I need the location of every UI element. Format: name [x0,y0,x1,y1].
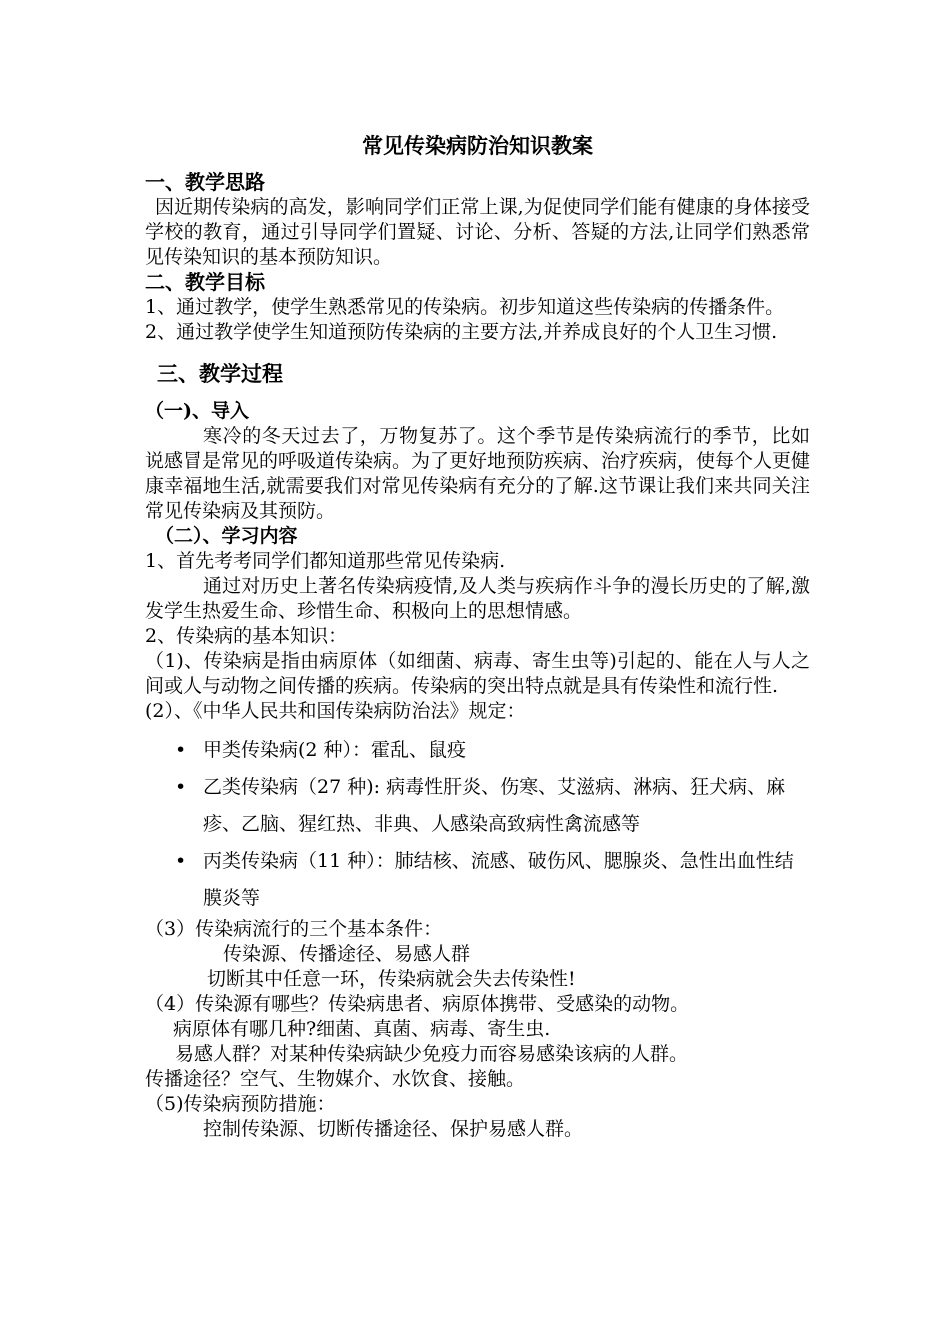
knowledge-point-4: （4）传染源有哪些？传染病患者、病原体携带、受感染的动物。 [145,993,690,1015]
list-item [145,843,810,917]
knowledge-point-2: (2）、《中华人民共和国传染病防治法》规定： [145,700,526,722]
list-item [145,769,810,843]
content-item-1-text: 通过对历史上著名传染病疫情,及人类与疾病作斗争的漫长历史的了解,激发学生热爱生命、珍惜生命、积极向上的思想情感。 [145,575,810,622]
bullet-icon: • [175,850,187,872]
knowledge-point-4-pathogens: 病原体有哪几种?细菌、真菌、病毒、寄生虫. [173,1018,551,1040]
bullet-icon: • [175,776,187,798]
knowledge-point-4-susceptible: 易感人群？对某种传染病缺少免疫力而容易感染该病的人群。 [175,1043,689,1065]
section-heading-teaching-process: 三、教学过程 [157,361,283,386]
list-item-text: 丙类传染病（11 种）：肺结核、流感、破伤风、腮腺炎、急性出血性结膜炎等 [203,850,794,909]
document-title: 常见传染病防治知识教案 [362,133,593,158]
teaching-goal-1: 1、通过教学，使学生熟悉常见的传染病。初步知道这些传染病的传播条件。 [145,296,785,318]
intro-paragraph: 寒冷的冬天过去了，万物复苏了。这个季节是传染病流行的季节，比如说感冒是常见的呼吸道传染病。为了更好地预防疾病、治疗疾病，使每个人更健康幸福地生活,就需要我们对常见传染病有充分的了解.这节课让我们来共同关注常见传染病及其预防。 [145,425,811,522]
subsection-heading-content: （二）、学习内容 [155,525,298,547]
knowledge-point-5: （5)传染病预防措施： [145,1093,336,1115]
section-heading-teaching-idea: 一、教学思路 [145,170,265,194]
teaching-goal-2: 2、通过教学使学生知道预防传染病的主要方法,并养成良好的个人卫生习惯. [145,321,778,343]
list-item [145,732,810,769]
knowledge-point-1: （1)、传染病是指由病原体（如细菌、病毒、寄生虫等)引起的、能在人与人之间或人与动物之间传播的疾病。传染病的突出特点就是具有传染性和流行性. [145,650,810,697]
section-heading-teaching-goals: 二、教学目标 [145,270,265,294]
knowledge-point-3-conditions: 传染源、传播途径、易感人群 [223,943,471,965]
list-item-text: 甲类传染病(2 种）：霍乱、鼠疫 [203,739,467,761]
subsection-heading-intro: （一)、导入 [145,400,249,422]
document-page [145,132,810,1142]
content-item-2: 2、传染病的基本知识： [145,625,348,647]
knowledge-point-4-routes: 传播途径？空气、生物媒介、水饮食、接触。 [145,1068,526,1090]
teaching-idea-paragraph: 因近期传染病的高发，影响同学们正常上课,为促使同学们能有健康的身体接受学校的教育，通过引导同学们置疑、讨论、分析、答疑的方法,让同学们熟悉常见传染知识的基本预防知识。 [145,196,810,268]
content-item-1: 1、首先考考同学们都知道那些常见传染病. [145,550,506,572]
bullet-icon: • [175,739,187,761]
knowledge-point-3-note: 切断其中任意一环，传染病就会失去传染性! [207,968,576,990]
disease-class-list [145,732,810,917]
list-item-text: 乙类传染病（27 种): 病毒性肝炎、伤寒、艾滋病、淋病、狂犬病、麻疹、乙脑、猩红热、非典、人感染高致病性禽流感等 [203,776,786,835]
knowledge-point-3: （3）传染病流行的三个基本条件： [145,918,443,940]
knowledge-point-5-measures: 控制传染源、切断传播途径、保护易感人群。 [203,1118,584,1140]
